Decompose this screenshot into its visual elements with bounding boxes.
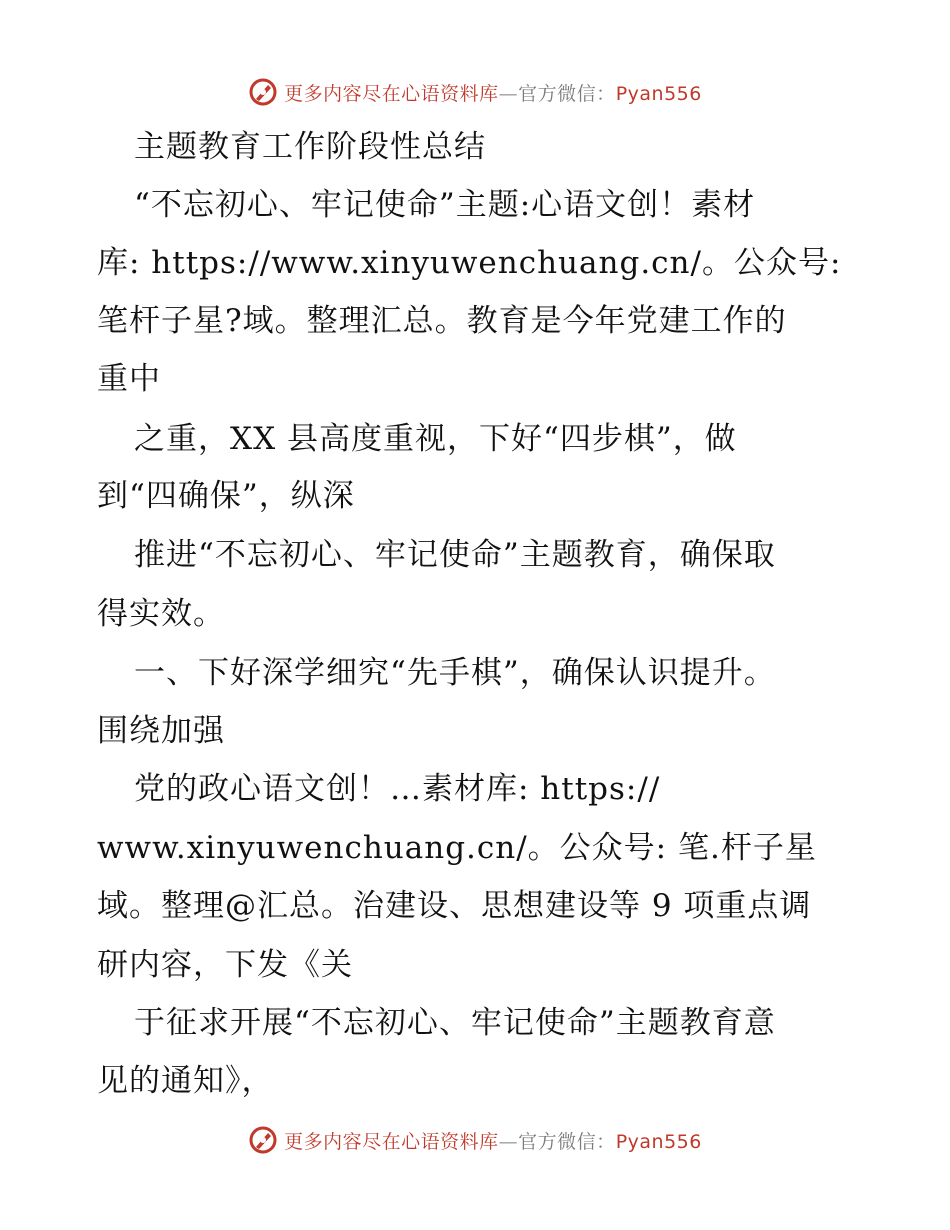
paragraph-line: 笔杆子星?域。整理汇总。教育是今年党建工作的 bbox=[97, 303, 787, 339]
paragraph-line: 围绕加强 bbox=[97, 713, 225, 749]
footer-wechat-label: 官方微信： bbox=[518, 1130, 616, 1153]
section-heading: 一、下好深学细究“先手棋”，确保认识提升。 bbox=[134, 655, 776, 691]
header-banner-text bbox=[284, 79, 702, 106]
paragraph-line: 重中 bbox=[97, 361, 161, 397]
paragraph-line: “不忘初心、牢记使命”主题:心语文创！素材 bbox=[134, 187, 756, 223]
paragraph-line: 之重，XX 县高度重视，下好“四步棋”，做 bbox=[134, 421, 737, 457]
footer-dash: — bbox=[498, 1130, 519, 1153]
paragraph-line: 党的政心语文创！…素材库: https:// bbox=[134, 771, 661, 807]
header-promo-text: 更多内容尽在心语资料库 bbox=[284, 82, 499, 105]
paragraph-line: 见的通知》， bbox=[97, 1063, 274, 1099]
paragraph-line: 推进“不忘初心、牢记使命”主题教育，确保取 bbox=[134, 537, 776, 573]
paragraph-line: 到“四确保”，纵深 bbox=[97, 478, 355, 514]
header-banner bbox=[0, 72, 950, 112]
quill-logo-icon bbox=[248, 77, 278, 107]
paragraph-line: www.xinyuwenchuang.cn/。公众号: 笔.杆子星 bbox=[97, 830, 817, 866]
header-wechat-account: Pyan556 bbox=[615, 82, 702, 105]
paragraph-line: 域。整理@汇总。治建设、思想建设等 9 项重点调 bbox=[97, 888, 812, 924]
document-title: 主题教育工作阶段性总结 bbox=[134, 129, 486, 165]
quill-logo-icon bbox=[248, 1125, 278, 1155]
paragraph-line: 于征求开展“不忘初心、牢记使命”主题教育意 bbox=[134, 1005, 776, 1041]
footer-promo-text: 更多内容尽在心语资料库 bbox=[284, 1130, 499, 1153]
paragraph-line: 研内容，下发《关 bbox=[97, 947, 353, 983]
paragraph-line: 得实效。 bbox=[97, 596, 225, 632]
footer-wechat-account: Pyan556 bbox=[615, 1130, 702, 1153]
paragraph-line: 库: https://www.xinyuwenchuang.cn/。公众号: bbox=[97, 245, 842, 281]
footer-banner bbox=[0, 1120, 950, 1160]
footer-banner-text bbox=[284, 1127, 702, 1154]
header-dash: — bbox=[498, 82, 519, 105]
header-wechat-label: 官方微信： bbox=[518, 82, 616, 105]
